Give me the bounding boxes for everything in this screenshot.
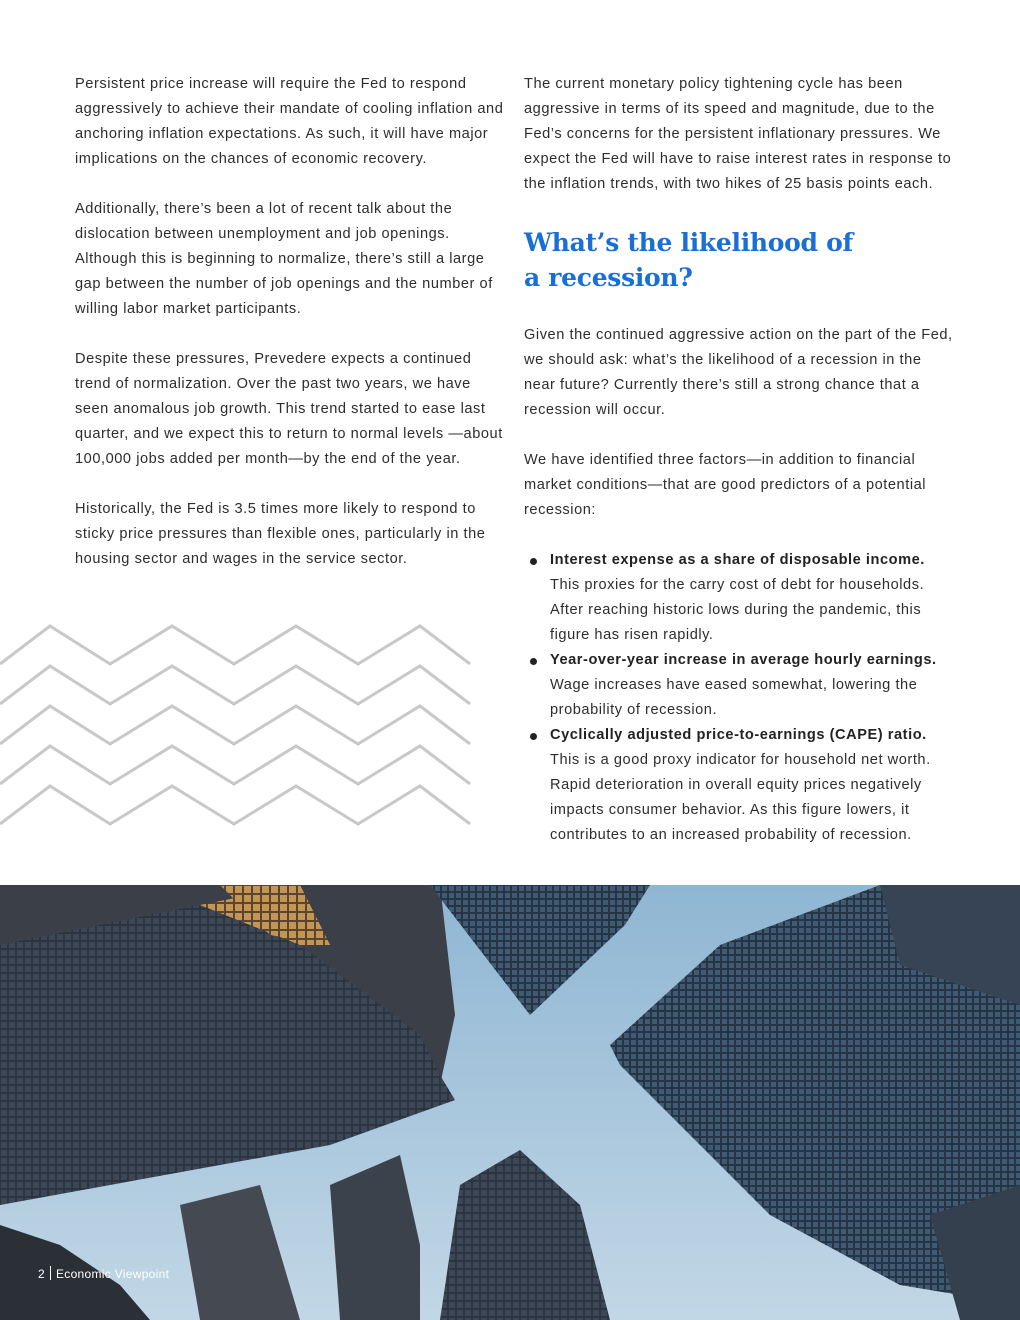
body-paragraph: Additionally, there’s been a lot of recent talk about the dislocation between unemployment and job openings. Although this is beginning to normalize, there’s still a large gap between the number of job openings and the number of willing labor market participants. (75, 201, 493, 317)
factor-list (524, 548, 956, 848)
body-paragraph: Despite these pressures, Prevedere expects a continued trend of normalization. Over the past two years, we have seen anomalous job growth. This trend started to ease last quarter, and we expect this to return to normal levels —about 100,000 jobs added per month—by the end of the year. (75, 351, 503, 467)
bullet-icon (530, 658, 537, 665)
skyscrapers-photo (0, 885, 1020, 1320)
section-heading (524, 225, 956, 295)
body-paragraph: Historically, the Fed is 3.5 times more likely to respond to sticky price pressures than flexible ones, particularly in the housing sector and wages in the service sector. (75, 501, 486, 567)
left-column (75, 72, 505, 572)
factor-text: This proxies for the carry cost of debt for households. After reaching historic lows during the pandemic, this figure has risen rapidly. (550, 577, 925, 643)
factor-title: Interest expense as a share of disposable income. (550, 552, 925, 568)
factor-title: Cyclically adjusted price-to-earnings (CAPE) ratio. (550, 727, 927, 743)
bullet-icon (530, 558, 537, 565)
intro-paragraph: The current monetary policy tightening cycle has been aggressive in terms of its speed and magnitude, due to the Fed’s concerns for the persistent inflationary pressures. We expect the Fed will have to raise interest rates in response to the inflation trends, with two hikes of 25 basis points each. (524, 76, 952, 192)
right-column (524, 72, 956, 848)
factor-text: This is a good proxy indicator for household net worth. Rapid deterioration in overall equity prices negatively impacts consumer behavior. As this figure lowers, it contributes to an increased probability of recession. (550, 752, 931, 843)
section-heading-line1: What’s the likelihood of (524, 228, 853, 257)
factor-title: Year-over-year increase in average hourly earnings. (550, 652, 937, 668)
body-paragraph: Given the continued aggressive action on the part of the Fed, we should ask: what’s the likelihood of a recession in the near future? Currently there’s still a strong chance that a recession will occur. (524, 327, 953, 418)
page-number: 2 (38, 1267, 45, 1281)
list-item (524, 648, 956, 723)
list-item (524, 723, 956, 848)
factor-text: Wage increases have eased somewhat, lowering the probability of recession. (550, 677, 918, 718)
zigzag-decoration (0, 622, 472, 834)
section-heading-line2: a recession? (524, 263, 693, 292)
bullet-icon (530, 733, 537, 740)
body-paragraph: We have identified three factors—in addition to financial market conditions—that are good predictors of a potential recession: (524, 452, 927, 518)
body-paragraph: Persistent price increase will require the Fed to respond aggressively to achieve their mandate of cooling inflation and anchoring inflation expectations. As such, it will have major implications on the chances of economic recovery. (75, 76, 504, 167)
list-item (524, 548, 956, 648)
publication-name: Economic Viewpoint (55, 1267, 170, 1281)
footer-divider (50, 1266, 51, 1280)
page-footer (38, 1266, 169, 1281)
